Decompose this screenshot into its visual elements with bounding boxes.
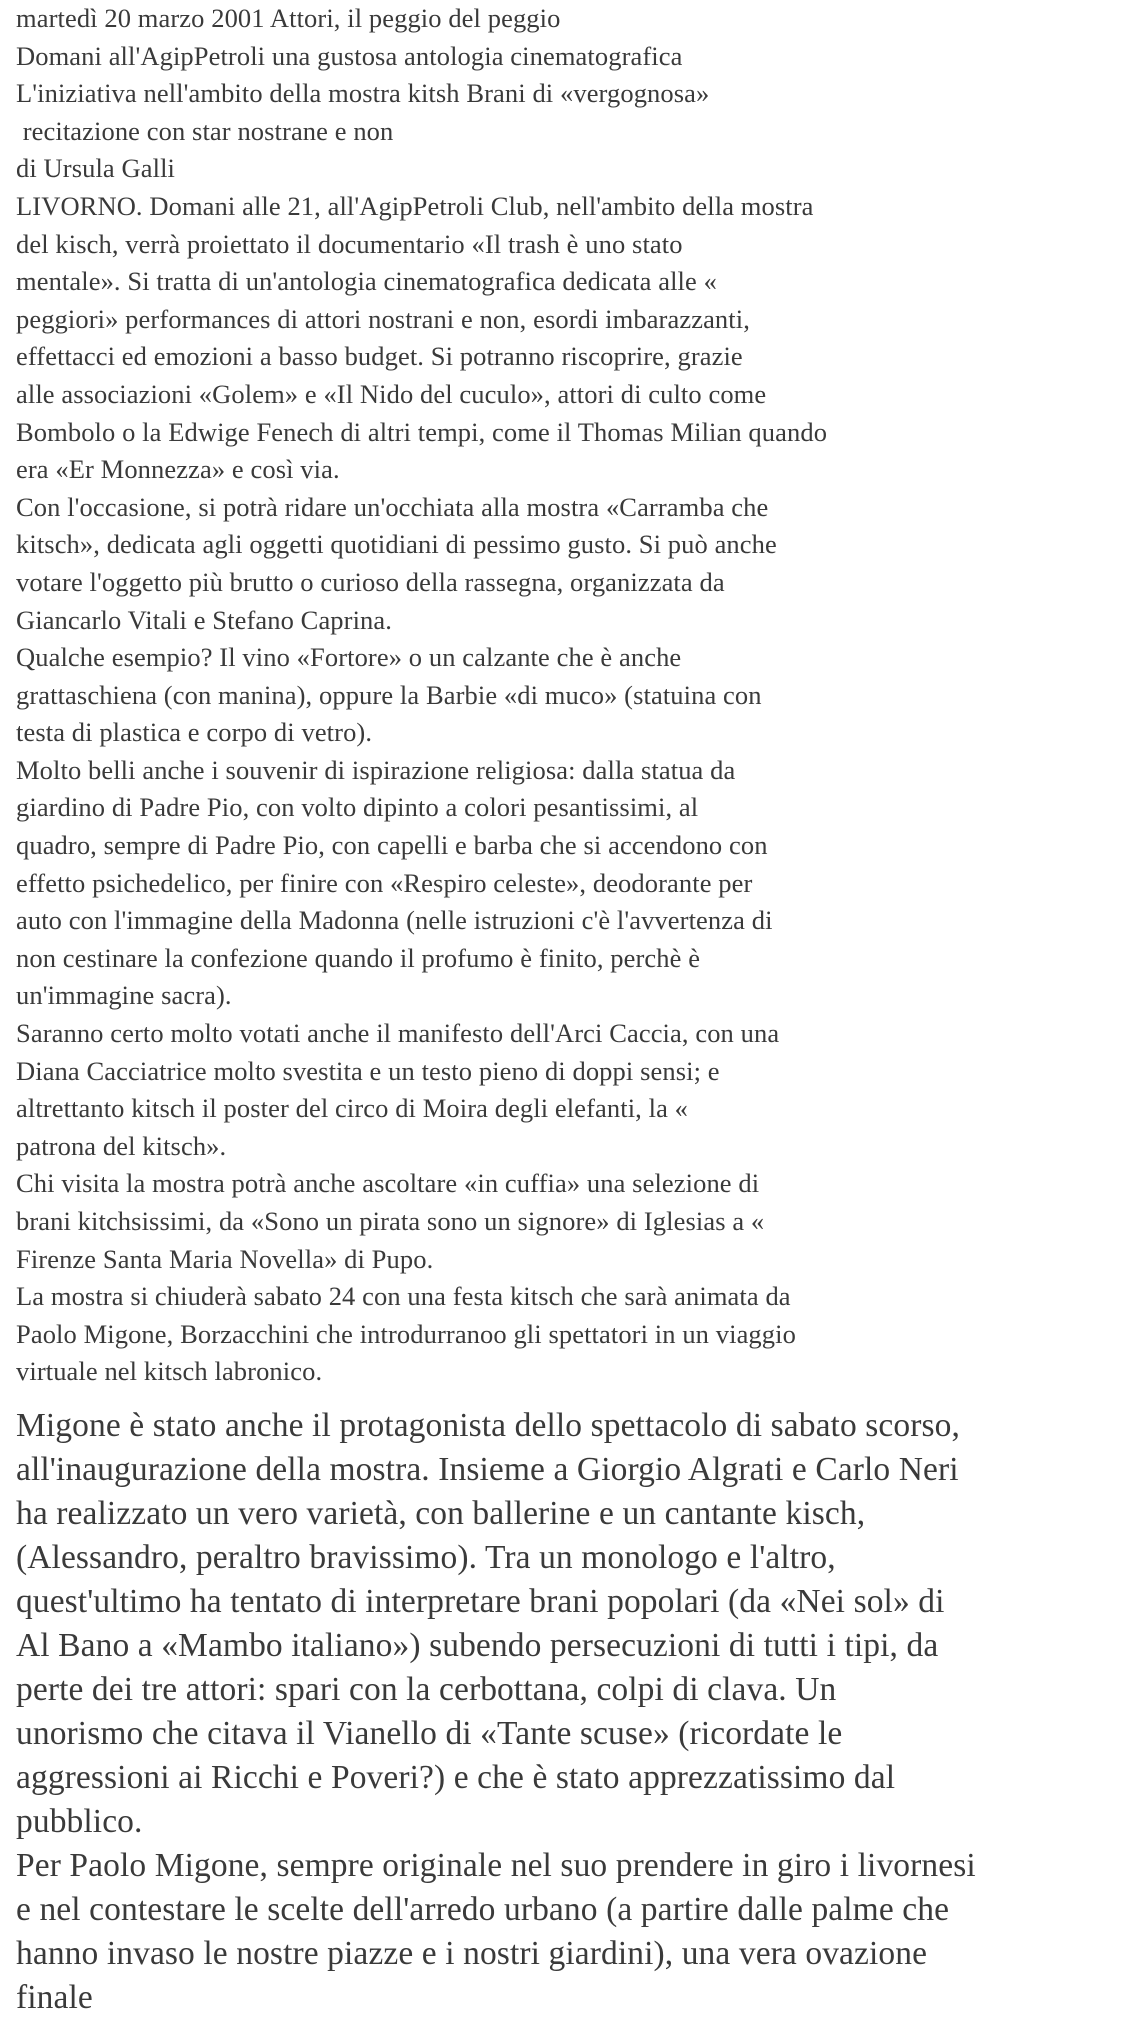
body-line: effetto psichedelico, per finire con «Respiro celeste», deodorante per bbox=[16, 867, 753, 898]
body-line-large: e nel contestare le scelte dell'arredo urbano (a partire dalle palme che bbox=[16, 1891, 950, 1928]
body-line: del kisch, verrà proiettato il documentario «Il trash è uno stato bbox=[16, 228, 683, 259]
body-line: un'immagine sacra). bbox=[16, 980, 232, 1011]
body-line-large: quest'ultimo ha tentato di interpretare brani popolari (da «Nei sol» di bbox=[16, 1583, 945, 1620]
body-line: non cestinare la confezione quando il profumo è finito, perchè è bbox=[16, 942, 701, 973]
body-line: Giancarlo Vitali e Stefano Caprina. bbox=[16, 604, 392, 635]
body-line: giardino di Padre Pio, con volto dipinto a colori pesantissimi, al bbox=[16, 792, 699, 823]
body-line: Qualche esempio? Il vino «Fortore» o un calzante che è anche bbox=[16, 642, 682, 673]
body-line: auto con l'immagine della Madonna (nelle istruzioni c'è l'avvertenza di bbox=[16, 905, 773, 936]
body-line: Con l'occasione, si potrà ridare un'occhiata alla mostra «Carramba che bbox=[16, 491, 769, 522]
body-line-large: Per Paolo Migone, sempre originale nel suo prendere in giro i livornesi bbox=[16, 1847, 976, 1884]
body-line: votare l'oggetto più brutto o curioso della rassegna, organizzata da bbox=[16, 566, 725, 597]
body-line-large: (Alessandro, peraltro bravissimo). Tra un monologo e l'altro, bbox=[16, 1539, 836, 1576]
body-line-large: ha realizzato un vero varietà, con ballerine e un cantante kisch, bbox=[16, 1495, 866, 1532]
body-line-large: perte dei tre attori: spari con la cerbottana, colpi di clava. Un bbox=[16, 1671, 837, 1708]
body-line: Molto belli anche i souvenir di ispirazione religiosa: dalla statua da bbox=[16, 754, 736, 785]
article-small-text-block bbox=[16, 0, 1116, 1391]
article-subtitle: Domani all'AgipPetroli una gustosa antologia cinematografica bbox=[16, 40, 683, 71]
body-line: alle associazioni «Golem» e «Il Nido del cuculo», attori di culto come bbox=[16, 378, 767, 409]
body-line-large: Migone è stato anche il protagonista dello spettacolo di sabato scorso, bbox=[16, 1407, 960, 1444]
body-line: mentale». Si tratta di un'antologia cinematografica dedicata alle « bbox=[16, 266, 717, 297]
body-line: grattaschiena (con manina), oppure la Barbie «di muco» (statuina con bbox=[16, 679, 762, 710]
body-line: altrettanto kitsch il poster del circo di Moira degli elefanti, la « bbox=[16, 1093, 689, 1124]
body-line-large: pubblico. bbox=[16, 1803, 143, 1840]
body-line: patrona del kitsch». bbox=[16, 1130, 227, 1161]
body-line-large: Al Bano a «Mambo italiano») subendo persecuzioni di tutti i tipi, da bbox=[16, 1627, 939, 1664]
body-line: era «Er Monnezza» e così via. bbox=[16, 454, 340, 485]
body-line: Firenze Santa Maria Novella» di Pupo. bbox=[16, 1243, 434, 1274]
body-line-large: finale bbox=[16, 1979, 93, 2016]
body-line-large: aggressioni ai Ricchi e Poveri?) e che è stato apprezzatissimo dal bbox=[16, 1759, 896, 1796]
body-line: brani kitchsissimi, da «Sono un pirata sono un signore» di Iglesias a « bbox=[16, 1206, 765, 1236]
article-subtitle: recitazione con star nostrane e non bbox=[16, 115, 394, 146]
article-large-text-block bbox=[16, 1404, 1126, 2020]
body-line: effettacci ed emozioni a basso budget. Si potranno riscoprire, grazie bbox=[16, 341, 743, 372]
body-line: Paolo Migone, Borzacchini che introdurranoo gli spettatori in un viaggio bbox=[16, 1318, 796, 1349]
body-line: peggiori» performances di attori nostrani e non, esordi imbarazzanti, bbox=[16, 303, 750, 334]
body-line: LIVORNO. Domani alle 21, all'AgipPetroli Club, nell'ambito della mostra bbox=[16, 190, 814, 221]
body-line: Diana Cacciatrice molto svestita e un testo pieno di doppi sensi; e bbox=[16, 1055, 720, 1086]
body-line: quadro, sempre di Padre Pio, con capelli e barba che si accendono con bbox=[16, 830, 768, 861]
article-dateline: martedì 20 marzo 2001 Attori, il peggio del peggio bbox=[16, 3, 561, 33]
body-line-large: hanno invaso le nostre piazze e i nostri giardini), una vera ovazione bbox=[16, 1935, 928, 1972]
body-line: La mostra si chiuderà sabato 24 con una festa kitsch che sarà animata da bbox=[16, 1281, 791, 1312]
body-line: kitsch», dedicata agli oggetti quotidiani di pessimo gusto. Si può anche bbox=[16, 529, 777, 560]
body-line: Bombolo o la Edwige Fenech di altri tempi, come il Thomas Milian quando bbox=[16, 416, 828, 447]
body-line: Saranno certo molto votati anche il manifesto dell'Arci Caccia, con una bbox=[16, 1018, 780, 1049]
article-byline: di Ursula Galli bbox=[16, 153, 175, 184]
body-line-large: unorismo che citava il Vianello di «Tante scuse» (ricordate le bbox=[16, 1715, 843, 1752]
article-subtitle: L'iniziativa nell'ambito della mostra kitsh Brani di «vergognosa» bbox=[16, 78, 710, 109]
body-line-large: all'inaugurazione della mostra. Insieme a Giorgio Algrati e Carlo Neri bbox=[16, 1451, 959, 1488]
body-line: virtuale nel kitsch labronico. bbox=[16, 1356, 323, 1387]
body-line: Chi visita la mostra potrà anche ascoltare «in cuffia» una selezione di bbox=[16, 1168, 760, 1199]
body-line: testa di plastica e corpo di vetro). bbox=[16, 717, 373, 748]
